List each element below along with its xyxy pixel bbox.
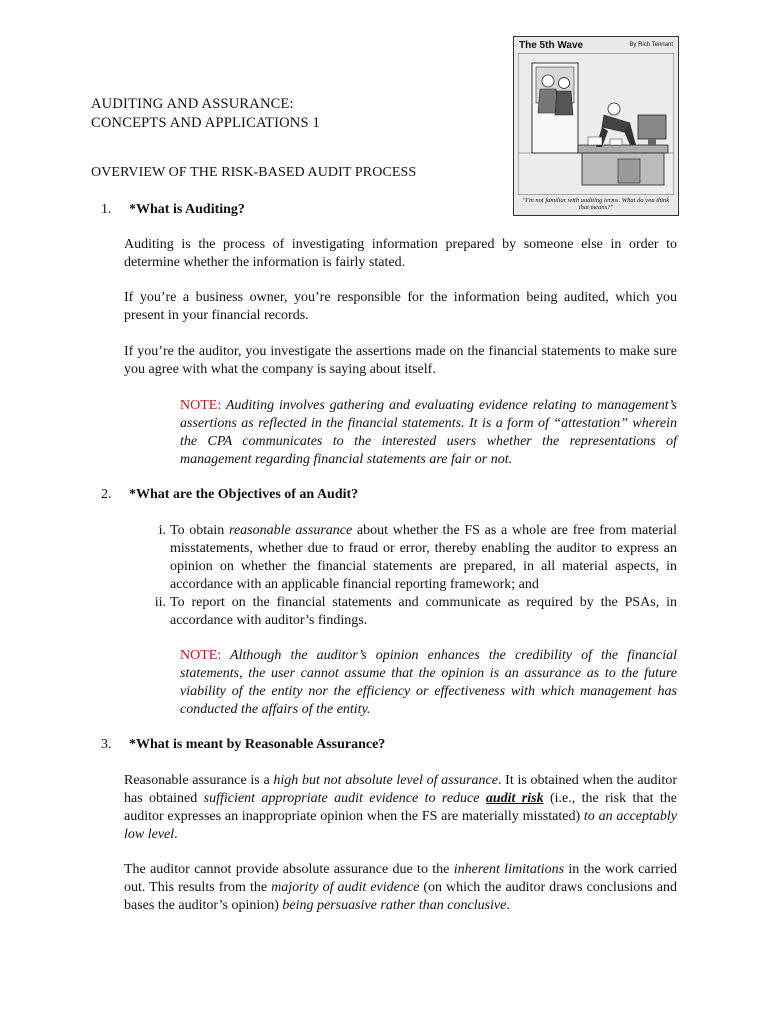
q3-p1-d: sufficient appropriate audit evidence to reduce xyxy=(203,791,486,806)
q3-paragraph-2 xyxy=(124,861,677,915)
q3-p1-b: high but not absolute level of assurance xyxy=(273,773,498,788)
title-line-1: AUDITING AND ASSURANCE: xyxy=(91,96,294,112)
q3-p2-f: being persuasive rather than conclusive xyxy=(282,898,507,913)
q3-p2-b: inherent limitations xyxy=(453,862,565,877)
objective-i-number: i. xyxy=(158,523,166,538)
objective-item-i xyxy=(140,522,677,594)
question-3-title: *What is meant by Reasonable Assurance? xyxy=(129,737,386,752)
objective-ii-text: To report on the financial statements and communicate as required by the PSAs, in accordance with auditor’s findings. xyxy=(170,595,677,628)
question-2-title: *What are the Objectives of an Audit? xyxy=(129,487,359,502)
objective-i-emphasis: reasonable assurance xyxy=(229,523,353,538)
objective-i-post: about whether the FS as a whole are free from material misstatements, whether due to fraud or error, thereby enabling the auditor to express an opinion on whether the financial statements are prepared, in all material aspects, in accordance with an applicable financial reporting framework; and xyxy=(170,523,677,592)
question-1-heading xyxy=(101,202,245,218)
question-3-number: 3. xyxy=(101,737,112,752)
question-2-heading xyxy=(101,487,358,503)
cartoon-illustration xyxy=(513,36,679,216)
q2-note-label: NOTE: xyxy=(180,648,222,663)
objective-i-pre: To obtain xyxy=(170,523,230,538)
q1-note-label: NOTE: xyxy=(180,398,222,413)
q1-paragraph-3: If you’re the auditor, you investigate the assertions made on the financial statements to make sure you agree with what the company is saying about itself. xyxy=(124,344,677,377)
cartoon-byline: By Rich Tennant xyxy=(629,42,673,48)
q3-p1-a: Reasonable assurance is a xyxy=(124,773,274,788)
question-2-number: 2. xyxy=(101,487,112,502)
objective-ii-number: ii. xyxy=(154,595,166,610)
objective-i-text xyxy=(170,522,677,594)
q2-note xyxy=(180,647,677,719)
q3-p1-g: to an acceptably low level xyxy=(124,809,677,842)
cartoon-caption: "I'm not familiar with auditing terms. What do you think that means?" xyxy=(522,197,670,211)
q1-paragraph-2: If you’re a business owner, you’re responsible for the information being audited, which you present in your financial records. xyxy=(124,290,677,323)
q2-note-text: Although the auditor’s opinion enhances the credibility of the financial statements, the user cannot assume that the opinion is an assurance as to the future viability of the entity nor the efficiency or effectiveness with which management has conducted the affairs of the entity. xyxy=(180,648,677,717)
q3-p2-e: (on which the auditor draws conclusions and bases the auditor’s opinion) xyxy=(124,880,677,913)
q3-p1-c: . It is obtained when the auditor has obtained xyxy=(124,773,677,806)
question-3-heading xyxy=(101,737,385,753)
q1-note-text: Auditing involves gathering and evaluating evidence relating to management’s assertions as reflected in the financial statements. It is a form of “attestation” wherein the CPA communicates to the interested users whether the representations of management regarding financial statements are fair or not. xyxy=(180,398,677,467)
section-title: OVERVIEW OF THE RISK-BASED AUDIT PROCESS xyxy=(91,165,417,180)
title-line-2: CONCEPTS AND APPLICATIONS 1 xyxy=(91,115,320,131)
document-title xyxy=(91,95,320,133)
q3-p1-h: . xyxy=(174,827,178,842)
q3-paragraph-1 xyxy=(124,772,677,844)
q1-note xyxy=(180,397,677,469)
question-1-title: *What is Auditing? xyxy=(129,202,245,217)
q3-p2-g: . xyxy=(506,898,510,913)
cartoon-drawing xyxy=(518,53,674,195)
q3-p1-f: (i.e., the risk that the auditor expresses an inappropriate opinion when the FS are materially misstated) xyxy=(124,791,677,824)
q3-p2-c: in the work carried out. This results from the xyxy=(124,862,677,895)
question-1-number: 1. xyxy=(101,202,112,217)
cartoon-title: The 5th Wave xyxy=(519,40,584,51)
objective-item-ii xyxy=(140,594,677,630)
q1-paragraph-1: Auditing is the process of investigating information prepared by someone else in order to determine whether the information is fairly stated. xyxy=(124,237,677,270)
q3-p2-d: majority of audit evidence xyxy=(271,880,420,895)
q3-p2-a: The auditor cannot provide absolute assurance due to the xyxy=(124,862,454,877)
q3-p1-audit-risk: audit risk xyxy=(485,791,544,806)
